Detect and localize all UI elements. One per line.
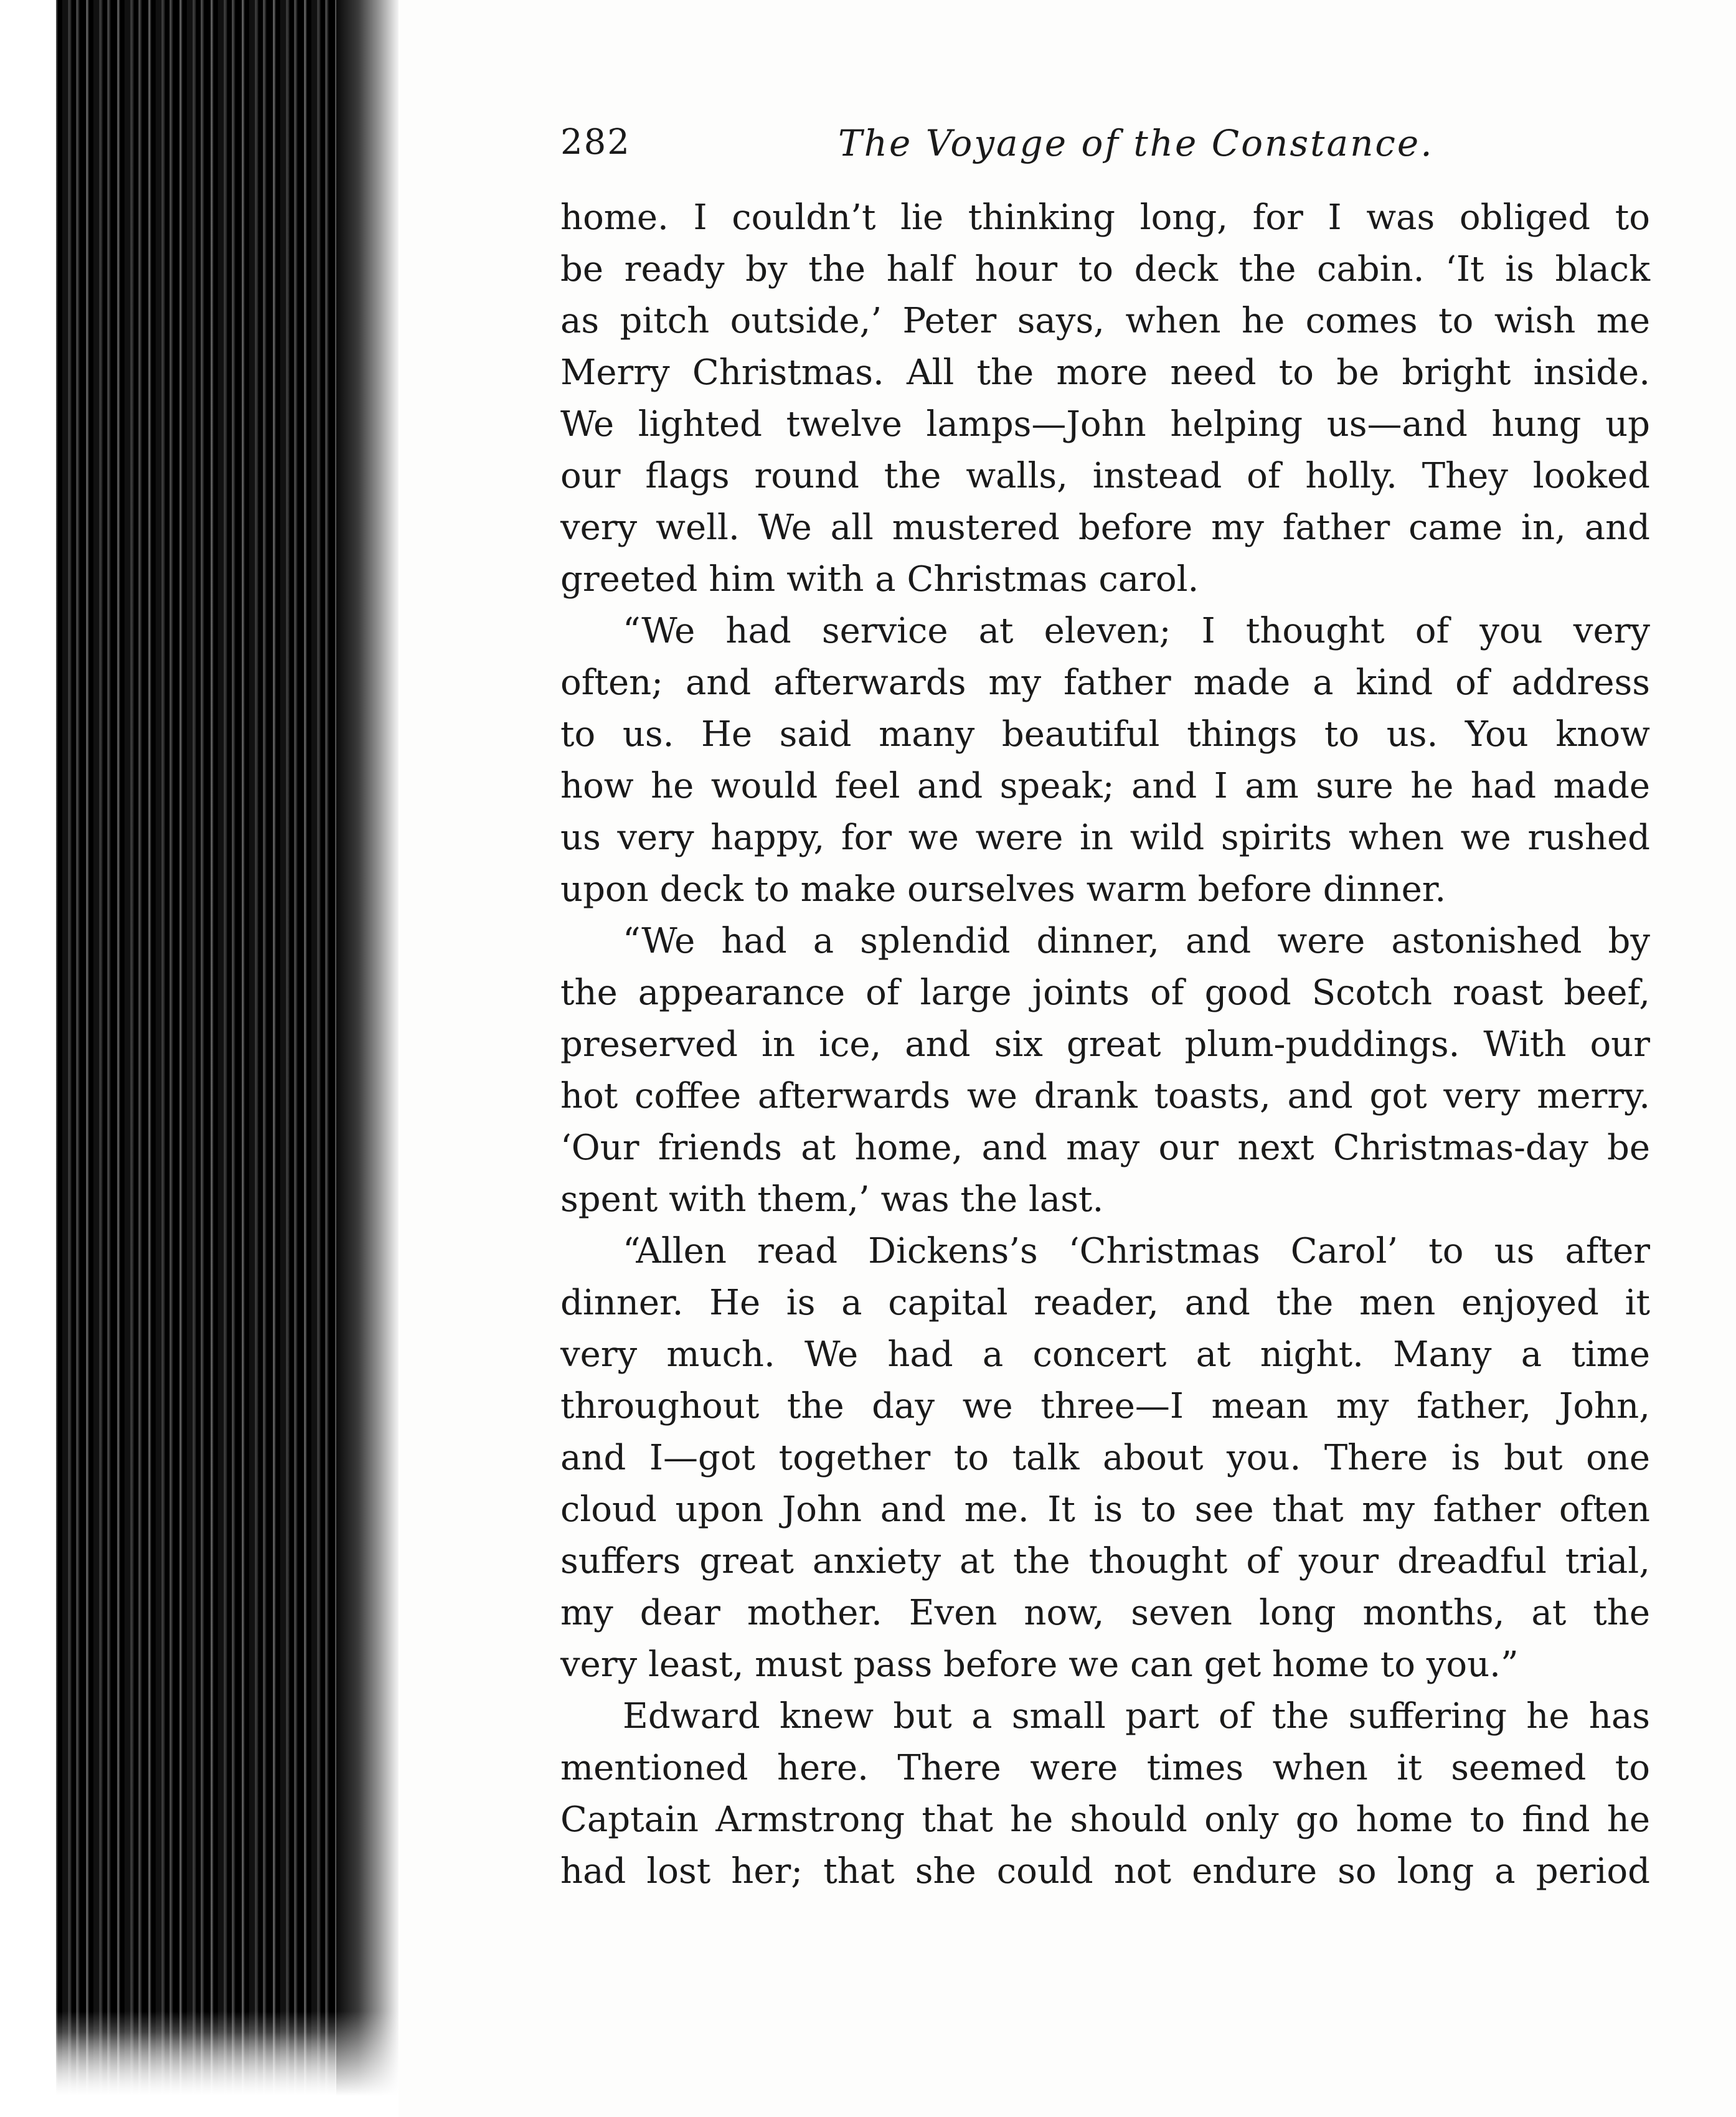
text-line: suffers great anxiety at the thought of your dreadful trial, bbox=[560, 1541, 1650, 1582]
paragraph bbox=[560, 192, 1650, 605]
text-line: Edward knew but a small part of the suffering he has bbox=[623, 1696, 1650, 1737]
page-text-block bbox=[560, 118, 1650, 1897]
text-line: We lighted twelve lamps—John helping us—and hung up bbox=[560, 404, 1650, 445]
text-line: Merry Christmas. All the more need to be bright inside. bbox=[560, 352, 1650, 393]
text-line: as pitch outside,’ Peter says, when he comes to wish me bbox=[560, 301, 1650, 341]
text-line: greeted him with a Christmas carol. bbox=[560, 559, 1199, 600]
running-head bbox=[560, 118, 1650, 181]
text-line: “We had service at eleven; I thought of you very bbox=[623, 611, 1650, 651]
text-line: very well. We all mustered before my father came in, and bbox=[560, 507, 1650, 548]
text-line: upon deck to make ourselves warm before dinner. bbox=[560, 869, 1446, 910]
text-line: had lost her; that she could not endure so long a period bbox=[560, 1851, 1650, 1892]
text-line: the appearance of large joints of good Scotch roast beef, bbox=[560, 973, 1650, 1013]
text-line: mentioned here. There were times when it seemed to bbox=[560, 1748, 1650, 1788]
text-line: hot coffee afterwards we drank toasts, and got very merry. bbox=[560, 1076, 1650, 1116]
running-title: The Voyage of the Constance. bbox=[838, 122, 1434, 164]
text-line: and I—got together to talk about you. There is but one bbox=[560, 1438, 1650, 1478]
text-line: my dear mother. Even now, seven long months, at the bbox=[560, 1593, 1650, 1633]
text-line: our flags round the walls, instead of holly. They looked bbox=[560, 456, 1650, 496]
page-number: 282 bbox=[560, 122, 631, 163]
text-line: “Allen read Dickens’s ‘Christmas Carol’ to us after bbox=[623, 1231, 1650, 1271]
text-line: home. I couldn’t lie thinking long, for I was obliged to bbox=[560, 197, 1650, 238]
text-line: spent with them,’ was the last. bbox=[560, 1179, 1104, 1220]
text-line: ‘Our friends at home, and may our next Christmas-day be bbox=[560, 1128, 1650, 1168]
paragraph bbox=[560, 915, 1650, 1225]
text-line: us very happy, for we were in wild spirits when we rushed bbox=[560, 818, 1650, 858]
paragraph bbox=[560, 1690, 1650, 1897]
text-line: “We had a splendid dinner, and were astonished by bbox=[623, 921, 1650, 961]
text-line: cloud upon John and me. It is to see that my father often bbox=[560, 1489, 1650, 1530]
text-line: Captain Armstrong that he should only go home to find he bbox=[560, 1799, 1650, 1840]
text-line: often; and afterwards my father made a kind of address bbox=[560, 662, 1650, 703]
text-line: dinner. He is a capital reader, and the men enjoyed it bbox=[560, 1283, 1650, 1323]
text-line: preserved in ice, and six great plum-puddings. With our bbox=[560, 1024, 1650, 1065]
text-line: throughout the day we three—I mean my father, John, bbox=[560, 1386, 1650, 1426]
text-line: how he would feel and speak; and I am sure he had made bbox=[560, 766, 1650, 806]
paragraph bbox=[560, 605, 1650, 915]
text-line: very least, must pass before we can get home to you.” bbox=[560, 1644, 1519, 1685]
text-line: to us. He said many beautiful things to us. You know bbox=[560, 714, 1650, 755]
paragraph bbox=[560, 1225, 1650, 1690]
book-page-edges bbox=[0, 0, 399, 2117]
scan-margin bbox=[0, 0, 56, 2117]
text-line: very much. We had a concert at night. Many a time bbox=[560, 1334, 1650, 1375]
binding-gutter-shadow bbox=[336, 0, 399, 2117]
text-line: be ready by the half hour to deck the cabin. ‘It is black bbox=[560, 249, 1650, 290]
page-edge-fade bbox=[0, 2011, 399, 2117]
